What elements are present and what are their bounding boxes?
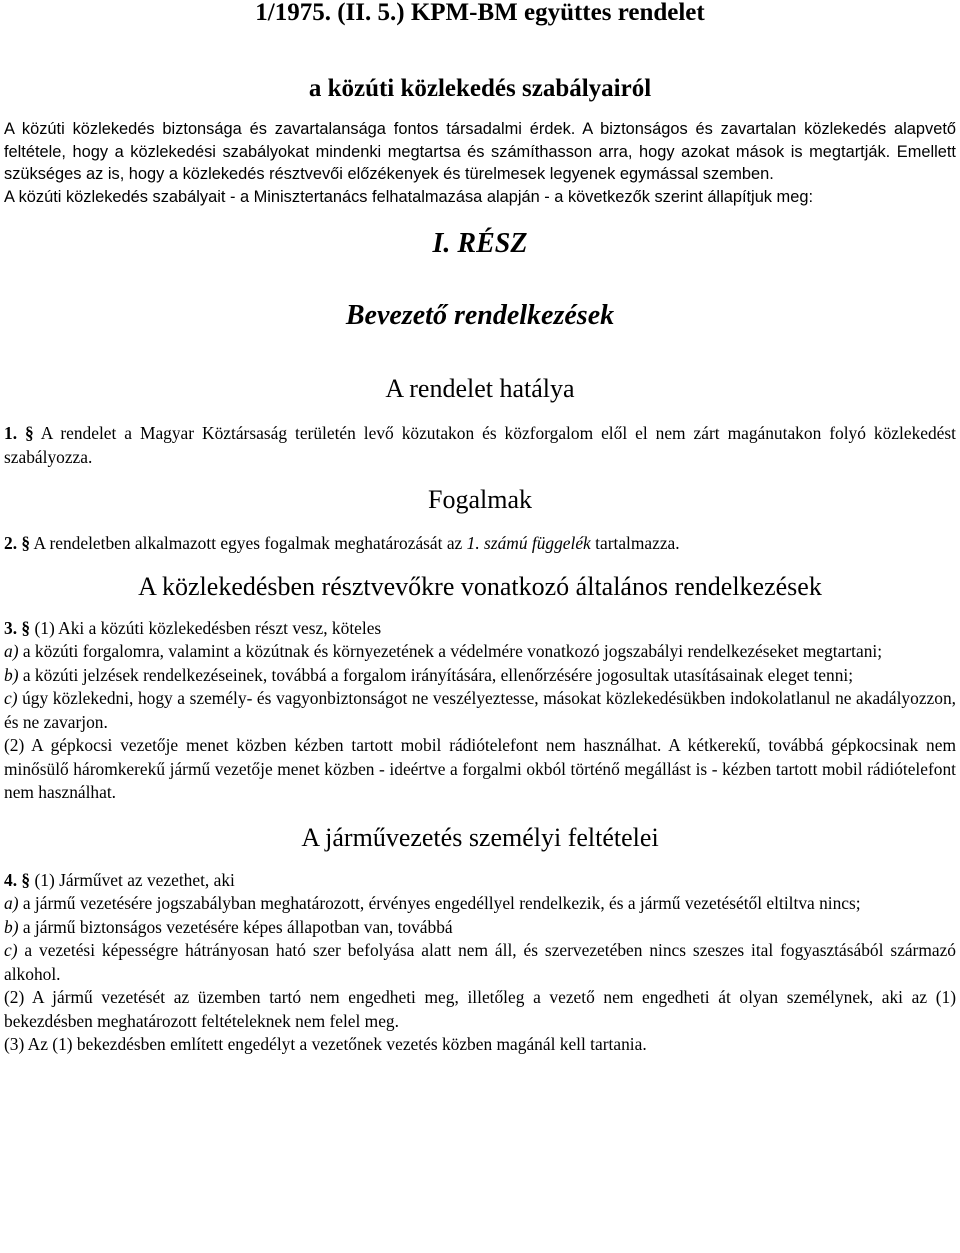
section-1-paragraph <box>4 422 956 469</box>
list-item <box>4 916 956 940</box>
preamble-paragraph: A közúti közlekedés szabályait - a Minisztertanács felhatalmazása alapján - a következők szerint állapítjuk meg: <box>4 187 813 206</box>
list-item-label: a) <box>4 893 19 914</box>
list-item-text: a közúti forgalomra, valamint a közútnak és környezetének a védelmére vonatkozó jogszabályi rendelkezéseket megtartani; <box>22 641 883 662</box>
preamble-paragraph: A közúti közlekedés biztonsága és zavartalansága fontos társadalmi érdek. A biztonságos és zavartalan közlekedés alapvető feltétele, hogy a közlekedési szabályokat mindenki megtartsa és számíthasson arra, hogy azokat mások is megtartják. Emellett szükséges az is, hogy a közlekedés résztvevői előzékenyek és türelmesek legyenek egymással szemben. <box>4 120 956 184</box>
section-2-paragraph <box>4 532 956 556</box>
section-paragraph: (2) A gépkocsi vezetője menet közben kézben tartott mobil rádiótelefont nem használhat. A kétkerekű, továbbá gépkocsinak nem minősülő háromkerekű jármű vezetője menet közben - ideértve a forgalmi okból történő megállást is - kézben tartott mobil rádiótelefont nem használhat. <box>4 735 956 803</box>
appendix-reference: 1. számú függelék <box>466 533 591 554</box>
document-title: 1/1975. (II. 5.) KPM-BM együttes rendelet <box>255 0 705 26</box>
list-item-label: b) <box>4 664 19 685</box>
list-item <box>4 687 956 734</box>
list-item <box>4 939 956 986</box>
list-item <box>4 664 956 688</box>
section-paragraph: (2) A jármű vezetését az üzemben tartó nem engedheti meg, illetőleg a vezető nem engedheti át olyan személynek, aki az (1) bekezdésben meghatározott feltételeknek nem felel meg. <box>4 987 956 1031</box>
document-subtitle: a közúti közlekedés szabályairól <box>308 75 652 102</box>
list-item-text: a vezetési képességre hátrányosan ható szer befolyása alatt nem áll, és szervezetében nincs szeszes ital fogyasztásából származó alkohol. <box>4 940 956 984</box>
section-heading: A közlekedésben résztvevőkre vonatkozó általános rendelkezések <box>138 571 822 601</box>
list-item <box>4 640 956 664</box>
list-item-text: a jármű biztonságos vezetésére képes állapotban van, továbbá <box>22 916 453 937</box>
list-item-label: a) <box>4 641 19 662</box>
section-text: tartalmazza. <box>595 533 680 554</box>
section-3-intro <box>4 617 956 641</box>
section-sign: § <box>21 533 31 554</box>
section-text: (1) Aki a közúti közlekedésben részt vesz, köteles <box>34 617 382 638</box>
section-sign: § <box>25 423 34 444</box>
section-text: A rendelet a Magyar Köztársaság területén levő közutakon és közforgalom elől el nem zárt magánutakon folyó közlekedést szabályozza. <box>4 423 956 467</box>
list-item-text: úgy közlekedni, hogy a személy- és vagyonbiztonságot ne veszélyeztesse, másokat közlekedésükben indokolatlanul ne akadályozzon, és ne zavarjon. <box>4 688 956 732</box>
section-4-intro <box>4 869 956 893</box>
section-sign: § <box>21 869 31 890</box>
list-item-label: c) <box>4 940 18 961</box>
section-heading: A járművezetés személyi feltételei <box>301 822 659 852</box>
section-number: 2. <box>4 533 18 554</box>
section-number: 4. <box>4 869 18 890</box>
section-number: 3. <box>4 617 18 638</box>
part-title: I. RÉSZ <box>432 228 528 260</box>
section-text: (1) Járművet az vezethet, aki <box>34 869 235 890</box>
section-heading: A rendelet hatálya <box>385 374 575 404</box>
section-heading: Fogalmak <box>428 485 532 515</box>
section-sign: § <box>21 617 31 638</box>
chapter-title: Bevezető rendelkezések <box>345 300 615 332</box>
section-text: A rendeletben alkalmazott egyes fogalmak meghatározását az <box>33 533 463 554</box>
list-item <box>4 892 956 916</box>
section-paragraph: (3) Az (1) bekezdésben említett engedélyt a vezetőnek vezetés közben magánál kell tartania. <box>4 1034 647 1055</box>
list-item-label: b) <box>4 916 19 937</box>
list-item-text: a közúti jelzések rendelkezéseinek, továbbá a forgalom irányítására, ellenőrzésére jogosultak utasításainak eleget tenni; <box>22 664 854 685</box>
section-number: 1. <box>4 423 18 444</box>
list-item-text: a jármű vezetésére jogszabályban meghatározott, érvényes engedéllyel rendelkezik, és a jármű vezetésétől eltiltva nincs; <box>22 893 861 914</box>
list-item-label: c) <box>4 688 18 709</box>
